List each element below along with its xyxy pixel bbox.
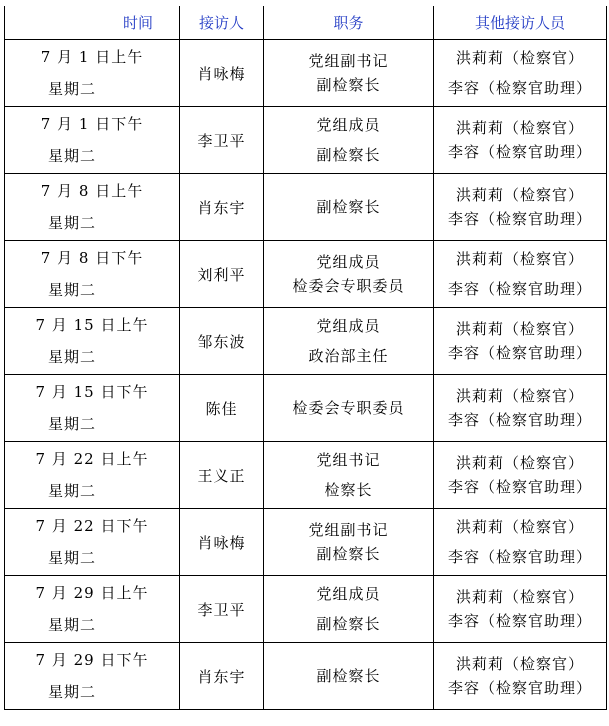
other-staff-text: 李容（检察官助理） bbox=[447, 612, 592, 630]
position-text: 党组书记 bbox=[316, 451, 381, 469]
other-staff-text: 洪莉莉（检察官） bbox=[455, 320, 584, 338]
header-row bbox=[5, 6, 607, 40]
position-text: 副检察长 bbox=[316, 545, 381, 563]
time-cell bbox=[5, 375, 180, 442]
position-text: 党组成员 bbox=[316, 585, 381, 603]
other-staff-text: 李容（检察官助理） bbox=[447, 478, 592, 496]
table-row bbox=[5, 107, 607, 174]
other-staff-text: 李容（检察官助理） bbox=[447, 143, 592, 161]
other-staff-text: 李容（检察官助理） bbox=[447, 79, 592, 97]
weekday-text: 星期二 bbox=[47, 281, 96, 299]
other-staff-text: 李容（检察官助理） bbox=[447, 344, 592, 362]
position-cell bbox=[264, 375, 434, 442]
visitor-name: 肖东宇 bbox=[180, 174, 264, 241]
other-staff-text: 洪莉莉（检察官） bbox=[455, 518, 584, 536]
date-text: 7 月 1 日上午 bbox=[40, 48, 144, 66]
position-text: 副检察长 bbox=[316, 146, 381, 164]
other-staff-text: 洪莉莉（检察官） bbox=[455, 454, 584, 472]
position-cell bbox=[264, 509, 434, 576]
position-cell bbox=[264, 241, 434, 308]
weekday-text: 星期二 bbox=[47, 683, 96, 701]
other-staff-text: 洪莉莉（检察官） bbox=[455, 387, 584, 405]
date-text: 7 月 22 日上午 bbox=[35, 450, 149, 468]
other-staff-cell bbox=[434, 375, 607, 442]
position-text: 检委会专职委员 bbox=[292, 399, 405, 417]
position-text: 检察长 bbox=[324, 481, 373, 499]
weekday-text: 星期二 bbox=[47, 80, 96, 98]
date-text: 7 月 1 日下午 bbox=[40, 115, 144, 133]
time-cell bbox=[5, 308, 180, 375]
other-staff-text: 洪莉莉（检察官） bbox=[455, 655, 584, 673]
header-other-staff: 其他接访人员 bbox=[434, 6, 607, 40]
position-cell bbox=[264, 40, 434, 107]
table-row bbox=[5, 241, 607, 308]
visitor-name: 肖咏梅 bbox=[180, 509, 264, 576]
time-cell bbox=[5, 107, 180, 174]
table-row bbox=[5, 40, 607, 107]
table-row bbox=[5, 174, 607, 241]
weekday-text: 星期二 bbox=[47, 348, 96, 366]
other-staff-text: 洪莉莉（检察官） bbox=[455, 588, 584, 606]
position-cell bbox=[264, 308, 434, 375]
weekday-text: 星期二 bbox=[47, 214, 96, 232]
other-staff-text: 洪莉莉（检察官） bbox=[455, 186, 584, 204]
other-staff-text: 洪莉莉（检察官） bbox=[455, 250, 584, 268]
header-visitor: 接访人 bbox=[180, 6, 264, 40]
other-staff-cell bbox=[434, 107, 607, 174]
position-cell bbox=[264, 576, 434, 643]
time-cell bbox=[5, 174, 180, 241]
date-text: 7 月 15 日下午 bbox=[35, 383, 149, 401]
position-text: 党组成员 bbox=[316, 253, 381, 271]
other-staff-cell bbox=[434, 174, 607, 241]
time-cell bbox=[5, 40, 180, 107]
visitor-name: 李卫平 bbox=[180, 576, 264, 643]
other-staff-text: 李容（检察官助理） bbox=[447, 411, 592, 429]
visitor-name: 邹东波 bbox=[180, 308, 264, 375]
other-staff-cell bbox=[434, 643, 607, 710]
position-cell bbox=[264, 107, 434, 174]
other-staff-text: 李容（检察官助理） bbox=[447, 548, 592, 566]
position-cell bbox=[264, 442, 434, 509]
position-text: 副检察长 bbox=[316, 198, 381, 216]
date-text: 7 月 8 日上午 bbox=[40, 182, 144, 200]
header-time: 时间 bbox=[5, 6, 180, 40]
visitor-name: 刘利平 bbox=[180, 241, 264, 308]
weekday-text: 星期二 bbox=[47, 147, 96, 165]
weekday-text: 星期二 bbox=[47, 616, 96, 634]
visitor-name: 肖东宇 bbox=[180, 643, 264, 710]
date-text: 7 月 29 日上午 bbox=[35, 584, 149, 602]
other-staff-text: 洪莉莉（检察官） bbox=[455, 49, 584, 67]
table-row bbox=[5, 375, 607, 442]
time-cell bbox=[5, 576, 180, 643]
time-cell bbox=[5, 509, 180, 576]
visitor-name: 李卫平 bbox=[180, 107, 264, 174]
position-text: 副检察长 bbox=[316, 76, 381, 94]
other-staff-cell bbox=[434, 576, 607, 643]
date-text: 7 月 8 日下午 bbox=[40, 249, 144, 267]
position-text: 党组副书记 bbox=[308, 521, 389, 539]
date-text: 7 月 22 日下午 bbox=[35, 517, 149, 535]
other-staff-cell bbox=[434, 509, 607, 576]
time-cell bbox=[5, 643, 180, 710]
table-row bbox=[5, 442, 607, 509]
position-text: 党组成员 bbox=[316, 116, 381, 134]
visitor-name: 王义正 bbox=[180, 442, 264, 509]
other-staff-cell bbox=[434, 442, 607, 509]
table-row bbox=[5, 509, 607, 576]
visitor-name: 肖咏梅 bbox=[180, 40, 264, 107]
position-text: 副检察长 bbox=[316, 615, 381, 633]
header-position: 职务 bbox=[264, 6, 434, 40]
other-staff-cell bbox=[434, 308, 607, 375]
position-text: 党组成员 bbox=[316, 317, 381, 335]
table-row bbox=[5, 643, 607, 710]
weekday-text: 星期二 bbox=[47, 482, 96, 500]
table-body bbox=[5, 40, 607, 710]
other-staff-text: 李容（检察官助理） bbox=[447, 280, 592, 298]
position-text: 副检察长 bbox=[316, 667, 381, 685]
weekday-text: 星期二 bbox=[47, 415, 96, 433]
position-cell bbox=[264, 174, 434, 241]
other-staff-text: 洪莉莉（检察官） bbox=[455, 119, 584, 137]
position-text: 政治部主任 bbox=[308, 347, 389, 365]
reception-schedule-table bbox=[4, 6, 607, 710]
table-row bbox=[5, 308, 607, 375]
other-staff-text: 李容（检察官助理） bbox=[447, 679, 592, 697]
other-staff-cell bbox=[434, 241, 607, 308]
visitor-name: 陈佳 bbox=[180, 375, 264, 442]
date-text: 7 月 29 日下午 bbox=[35, 651, 149, 669]
other-staff-text: 李容（检察官助理） bbox=[447, 210, 592, 228]
table-row bbox=[5, 576, 607, 643]
time-cell bbox=[5, 241, 180, 308]
position-text: 党组副书记 bbox=[308, 52, 389, 70]
table-header bbox=[5, 6, 607, 40]
position-cell bbox=[264, 643, 434, 710]
weekday-text: 星期二 bbox=[47, 549, 96, 567]
date-text: 7 月 15 日上午 bbox=[35, 316, 149, 334]
position-text: 检委会专职委员 bbox=[292, 277, 405, 295]
time-cell bbox=[5, 442, 180, 509]
other-staff-cell bbox=[434, 40, 607, 107]
